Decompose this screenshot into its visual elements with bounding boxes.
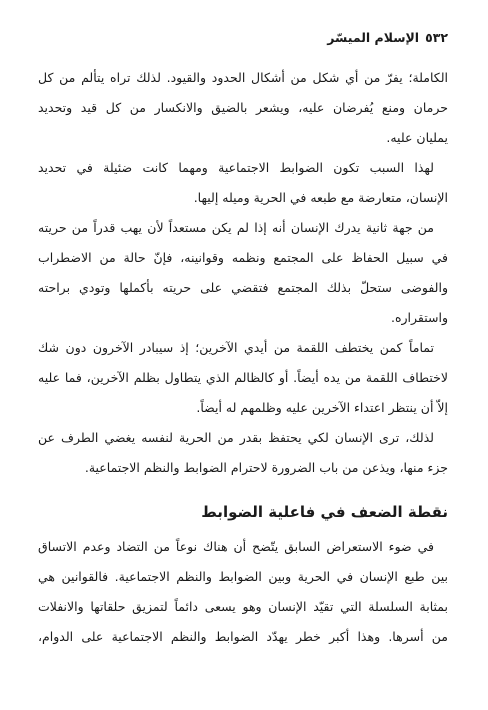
text-line: الإنسان، متعارضة مع طبعه في الحرية وميله إليها. [193,190,448,205]
text-line: بمثابة السلسلة التي تقيّد الإنسان وهو يسعى دائماً لتمزيق حلقاتها والانفلات [38,599,448,614]
text-line: يمليان عليه. [386,130,448,145]
text-line: من جهة ثانية يدرك الإنسان أنه إذا لم يكن مستعداً لأن يهب قدراً من حريته [38,220,434,235]
text-line: تماماً كمن يختطف اللقمة من أيدي الآخرين؛ إذ سيبادر الآخرون دون شك [38,340,434,355]
section-heading: نقطة الضعف في فاعلية الضوابط [201,503,448,521]
text-line: واستقراره. [390,310,448,325]
text-line: لذلك، ترى الإنسان لكي يحتفظ بقدر من الحرية لنفسه يغضي الطرف عن [38,430,434,445]
section-body-text [38,532,448,652]
text-line: لاختطاف اللقمة من يده أيضاً. أو كالظالم الذي يتطاول بظلم الآخرين، فما عليه [38,370,448,385]
text-line: من أسرها. وهذا أكبر خطر يهدّد الضوابط والنظم الاجتماعية على الدوام، [38,629,448,644]
text-line: في ضوء الاستعراض السابق يتّضح أن هناك نوعاً من التضاد وعدم الاتساق [38,539,434,554]
text-line: في سبيل الحفاظ على المجتمع ونظمه وقوانينه، فإنّ حالة من الاضطراب [38,250,448,265]
book-title: الإسلام الميسّر [327,30,420,45]
text-line: حرمان ومنع يُفرضان عليه، ويشعر بالضيق والانكسار من كل قيد وتحديد [38,100,448,115]
text-line: الكاملة؛ يفرّ من أي شكل من أشكال الحدود والقيود. لذلك تراه يتألم من كل [38,70,448,85]
running-header [327,29,448,47]
text-line: بين طبع الإنسان في الحرية وبين الضوابط والنظم الاجتماعية. فالقوانين هي [38,569,448,584]
text-line: جزء منها، ويذعن من باب الضرورة لاحترام الضوابط والنظم الاجتماعية. [84,460,448,475]
body-text [38,63,448,483]
page-number: ٥٣٢ [425,30,448,45]
text-line: والفوضى ستحلّ بذلك المجتمع فتقضي على حريته بأكملها وتودي براحته [38,280,448,295]
text-line: لهذا السبب تكون الضوابط الاجتماعية ومهما كانت ضئيلة في تحديد [38,160,434,175]
text-line: إلاّ أن ينتظر اعتداء الآخرين عليه وظلمهم له أيضاً. [196,400,448,415]
